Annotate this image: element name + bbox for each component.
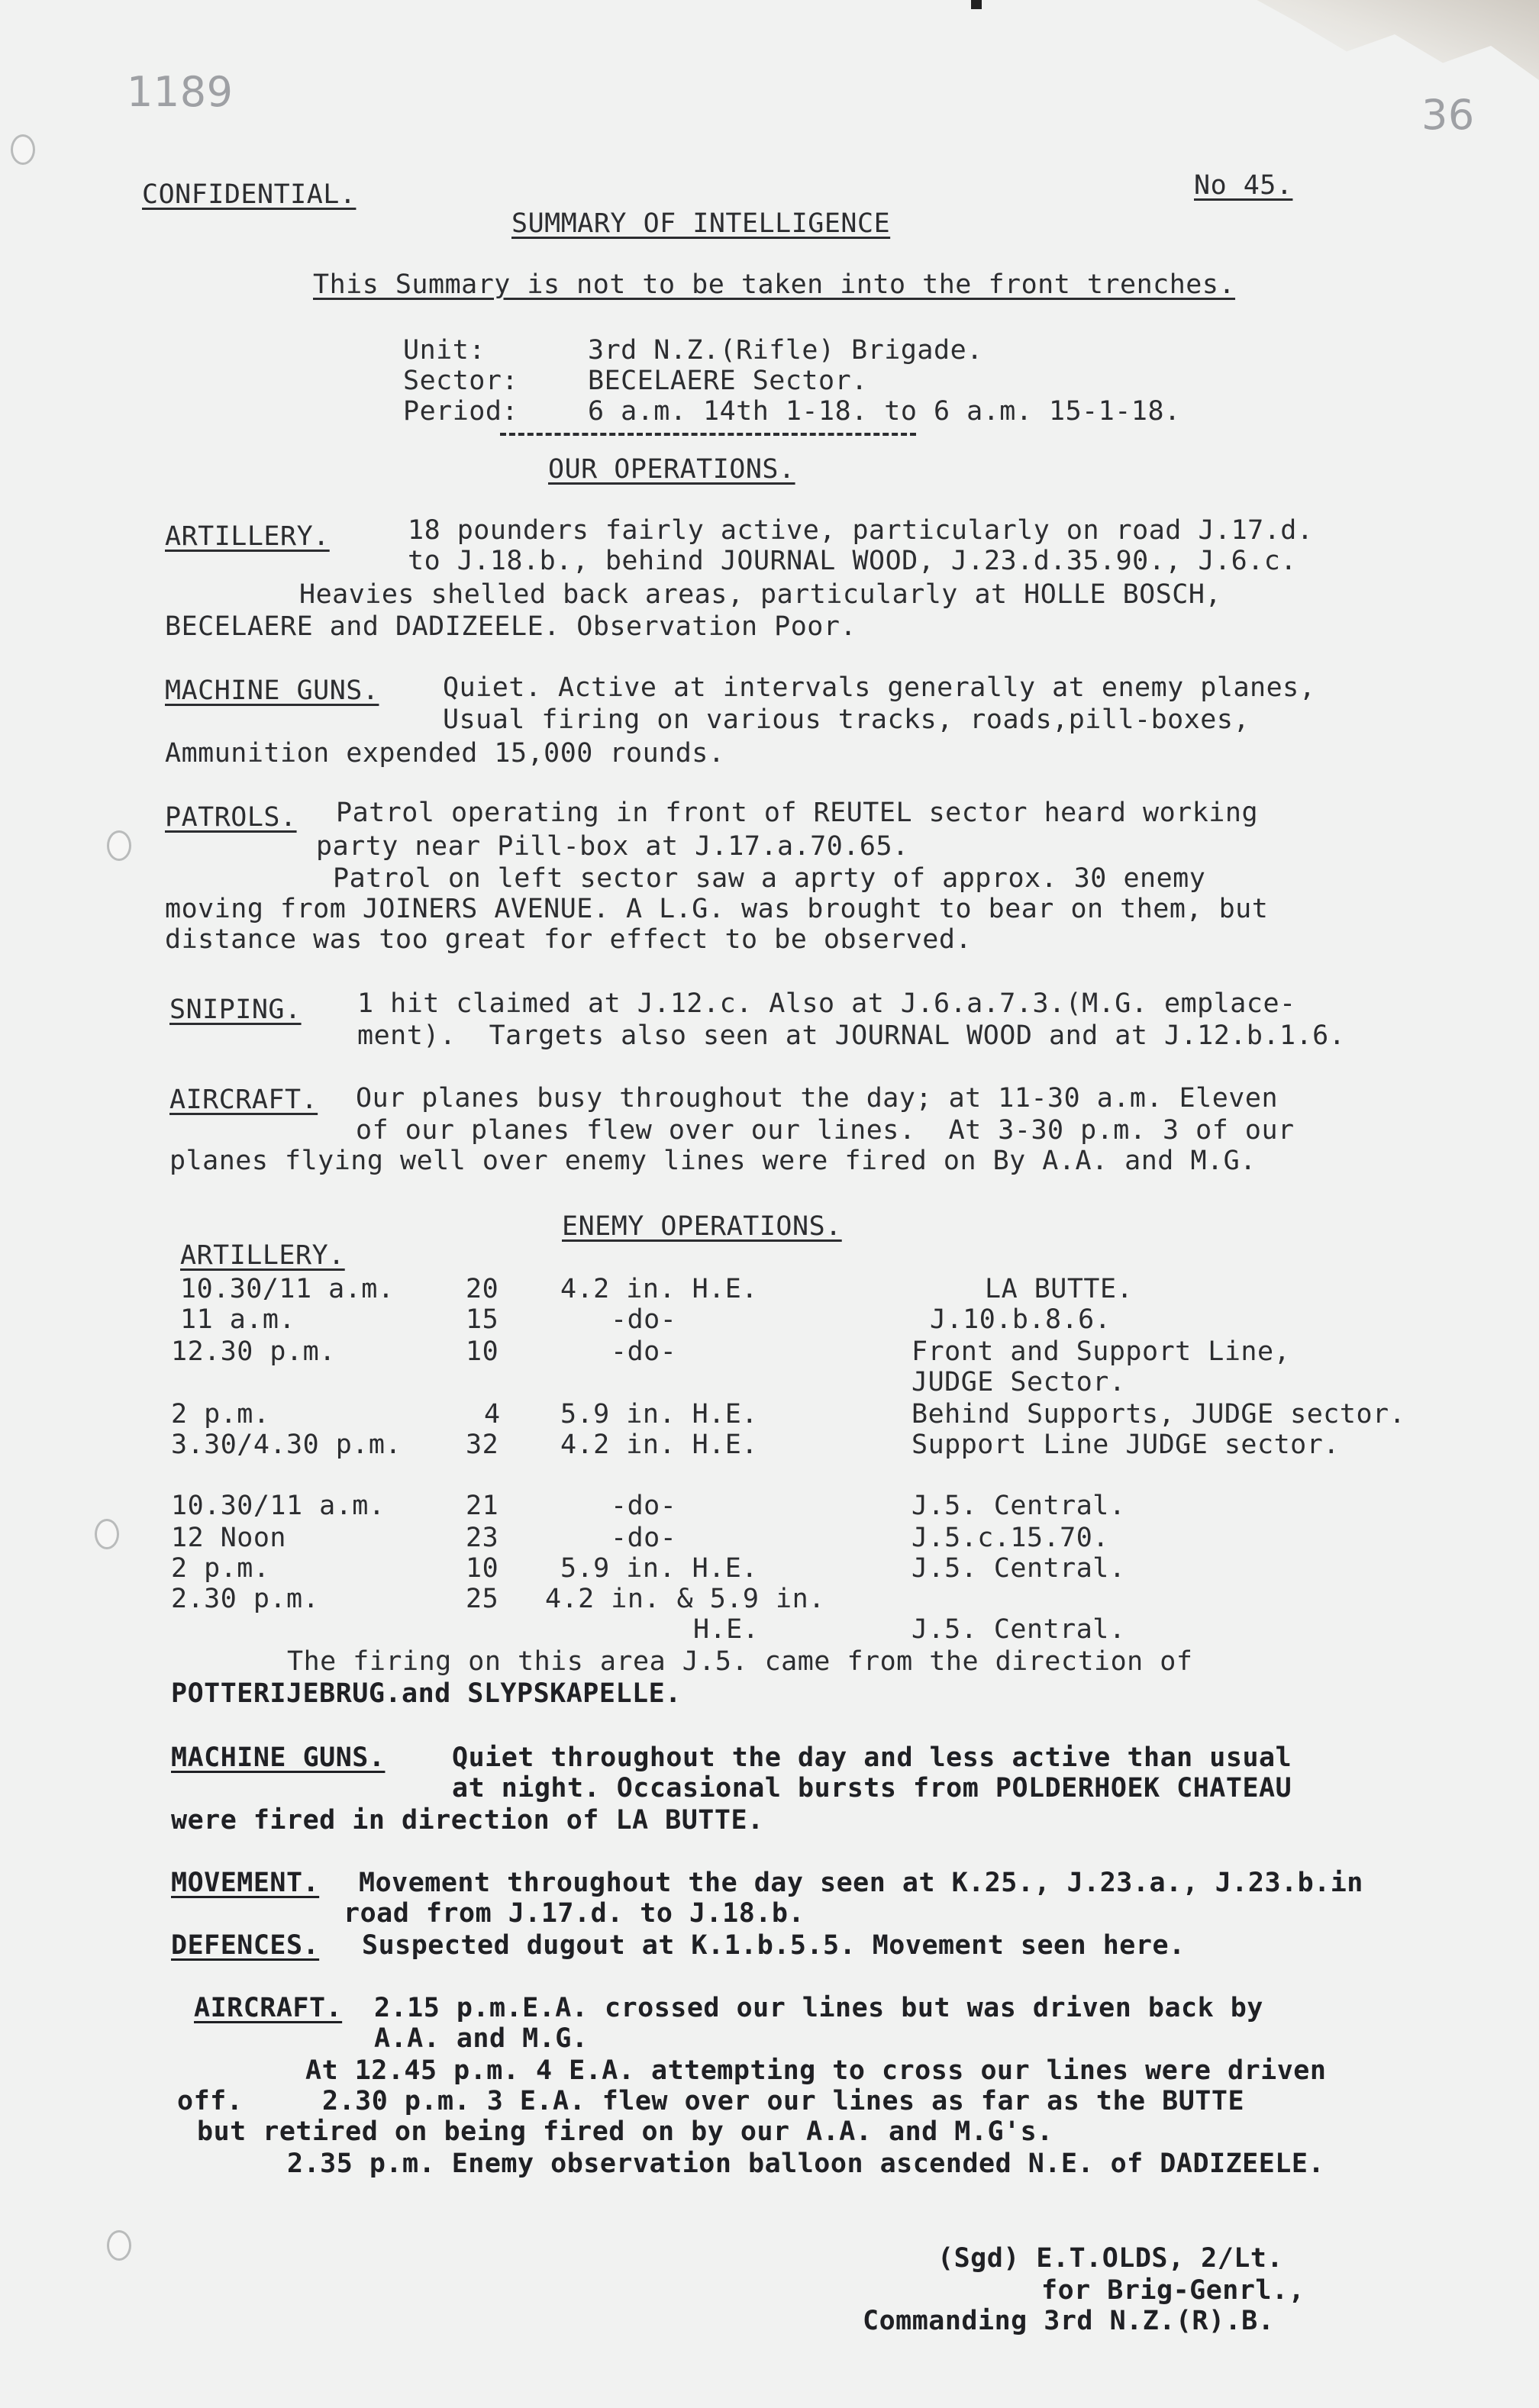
- enemy-aircraft-line: 2.30 p.m. 3 E.A. flew over our lines as far as the BUTTE: [322, 2086, 1245, 2116]
- shelling-target: Front and Support Line,: [911, 1336, 1291, 1367]
- shelling-calibre: 4.2 in. & 5.9 in.: [545, 1584, 825, 1614]
- enemy-aircraft-line: At 12.45 p.m. 4 E.A. attempting to cross our lines were driven: [305, 2055, 1327, 2086]
- shelling-calibre: 5.9 in. H.E.: [560, 1553, 758, 1584]
- our-machine-guns-label: MACHINE GUNS.: [165, 675, 379, 706]
- patrols-label: PATROLS.: [165, 802, 297, 833]
- shelling-time: 10.30/11 a.m.: [180, 1274, 395, 1304]
- sniping-label: SNIPING.: [169, 994, 302, 1025]
- shelling-target: Behind Supports, JUDGE sector.: [911, 1399, 1406, 1430]
- our-machine-guns-line: Usual firing on various tracks, roads,pill-boxes,: [443, 704, 1250, 735]
- defences-text: Suspected dugout at K.1.b.5.5. Movement seen here.: [362, 1930, 1186, 1961]
- enemy-aircraft-line: 2.35 p.m. Enemy observation balloon ascended N.E. of DADIZEELE.: [287, 2149, 1325, 2179]
- patrols-line: party near Pill-box at J.17.a.70.65.: [316, 831, 909, 862]
- patrols-line: moving from JOINERS AVENUE. A L.G. was brought to bear on them, but: [165, 894, 1269, 924]
- distribution-notice: This Summary is not to be taken into the front trenches.: [313, 269, 1236, 300]
- shelling-time: 10.30/11 a.m.: [171, 1491, 386, 1521]
- enemy-aircraft-label: AIRCRAFT.: [194, 1993, 343, 2023]
- punch-hole: [107, 830, 131, 861]
- shelling-calibre-cont: H.E.: [693, 1614, 760, 1645]
- shelling-rounds: 25: [466, 1584, 499, 1614]
- patrols-line: Patrol on left sector saw a aprty of approx. 30 enemy: [333, 863, 1206, 894]
- shelling-target: J.5.c.15.70.: [911, 1523, 1109, 1553]
- divider-dashes: [500, 433, 916, 436]
- shelling-calibre: -do-: [611, 1304, 677, 1335]
- shelling-rounds: 15: [466, 1304, 499, 1335]
- shelling-time: 2 p.m.: [171, 1553, 270, 1584]
- shelling-time: 12.30 p.m.: [171, 1336, 336, 1367]
- punch-hole: [11, 134, 35, 165]
- sector-value: BECELAERE Sector.: [588, 366, 868, 396]
- our-aircraft-line: of our planes flew over our lines. At 3-30 p.m. 3 of our: [356, 1115, 1295, 1146]
- report-number: No 45.: [1194, 170, 1293, 201]
- our-artillery-line: Heavies shelled back areas, particularly at HOLLE BOSCH,: [299, 579, 1222, 610]
- enemy-operations-heading: ENEMY OPERATIONS.: [562, 1211, 842, 1242]
- period-value: 6 a.m. 14th 1-18. to 6 a.m. 15-1-18.: [588, 396, 1181, 427]
- shelling-rounds: 21: [466, 1491, 499, 1521]
- defences-label: DEFENCES.: [171, 1930, 320, 1961]
- shelling-calibre: 4.2 in. H.E.: [560, 1430, 758, 1460]
- enemy-artillery-label: ARTILLERY.: [180, 1240, 345, 1271]
- our-aircraft-line: planes flying well over enemy lines were fired on By A.A. and M.G.: [169, 1146, 1257, 1176]
- enemy-machine-guns-line: at night. Occasional bursts from POLDERHOEK CHATEAU: [452, 1773, 1292, 1804]
- our-aircraft-line: Our planes busy throughout the day; at 11-30 a.m. Eleven: [356, 1083, 1279, 1114]
- shelling-target: LA BUTTE.: [985, 1274, 1134, 1304]
- shelling-rounds: 32: [466, 1430, 499, 1460]
- enemy-machine-guns-label: MACHINE GUNS.: [171, 1742, 386, 1773]
- sector-label: Sector:: [403, 366, 519, 396]
- movement-line: Movement throughout the day seen at K.25., J.23.a., J.23.b.in: [359, 1868, 1363, 1898]
- shelling-calibre: -do-: [611, 1336, 677, 1367]
- shelling-target: J.10.b.8.6.: [930, 1304, 1112, 1335]
- enemy-aircraft-line: 2.15 p.m.E.A. crossed our lines but was driven back by: [374, 1993, 1263, 2023]
- pencil-folio-number: 1189: [127, 68, 234, 116]
- shelling-target: J.5. Central.: [911, 1491, 1126, 1521]
- shelling-target: J.5. Central.: [911, 1553, 1126, 1584]
- our-artillery-line: BECELAERE and DADIZEELE. Observation Poor.: [165, 611, 857, 642]
- our-artillery-label: ARTILLERY.: [165, 521, 330, 552]
- shelling-rounds: 10: [466, 1336, 499, 1367]
- our-artillery-line: 18 pounders fairly active, particularly on road J.17.d.: [408, 515, 1314, 546]
- enemy-aircraft-line: A.A. and M.G.: [374, 2023, 589, 2054]
- punch-hole: [107, 2230, 131, 2261]
- firing-note: POTTERIJEBRUG.and SLYPSKAPELLE.: [171, 1678, 682, 1709]
- our-artillery-line: to J.18.b., behind JOURNAL WOOD, J.23.d.35.90., J.6.c.: [408, 546, 1297, 576]
- shelling-rounds: 4: [484, 1399, 501, 1430]
- torn-corner: [1218, 0, 1539, 114]
- patrols-line: Patrol operating in front of REUTEL sector heard working: [336, 798, 1259, 828]
- classification: CONFIDENTIAL.: [142, 179, 357, 210]
- enemy-aircraft-line: but retired on being fired on by our A.A. and M.G's.: [197, 2116, 1053, 2147]
- staple-mark: [971, 0, 982, 9]
- enemy-machine-guns-line: Quiet throughout the day and less active than usual: [452, 1742, 1292, 1773]
- our-machine-guns-line: Ammunition expended 15,000 rounds.: [165, 738, 725, 769]
- shelling-time: 12 Noon: [171, 1523, 287, 1553]
- shelling-calibre: -do-: [611, 1491, 677, 1521]
- enemy-aircraft-line: off.: [177, 2086, 244, 2116]
- movement-line: road from J.17.d. to J.18.b.: [344, 1898, 805, 1929]
- our-aircraft-label: AIRCRAFT.: [169, 1085, 318, 1115]
- shelling-time: 11 a.m.: [180, 1304, 296, 1335]
- shelling-calibre: 4.2 in. H.E.: [560, 1274, 758, 1304]
- unit-value: 3rd N.Z.(Rifle) Brigade.: [588, 335, 983, 366]
- shelling-rounds: 23: [466, 1523, 499, 1553]
- punch-hole: [95, 1519, 119, 1549]
- our-operations-heading: OUR OPERATIONS.: [548, 454, 795, 485]
- shelling-rounds: 20: [466, 1274, 499, 1304]
- shelling-target: Support Line JUDGE sector.: [911, 1430, 1340, 1460]
- signature-capacity: for Brig-Genrl.,: [1041, 2275, 1305, 2306]
- shelling-time: 2.30 p.m.: [171, 1584, 320, 1614]
- shelling-time: 3.30/4.30 p.m.: [171, 1430, 402, 1460]
- movement-label: MOVEMENT.: [171, 1868, 320, 1898]
- enemy-machine-guns-line: were fired in direction of LA BUTTE.: [171, 1805, 764, 1836]
- document-title: SUMMARY OF INTELLIGENCE: [511, 208, 891, 239]
- signature-name: (Sgd) E.T.OLDS, 2/Lt.: [937, 2243, 1284, 2274]
- our-machine-guns-line: Quiet. Active at intervals generally at enemy planes,: [443, 672, 1316, 703]
- patrols-line: distance was too great for effect to be observed.: [165, 924, 973, 955]
- firing-note: The firing on this area J.5. came from the direction of: [287, 1646, 1193, 1677]
- shelling-target: J.5. Central.: [911, 1614, 1126, 1645]
- shelling-rounds: 10: [466, 1553, 499, 1584]
- shelling-time: 2 p.m.: [171, 1399, 270, 1430]
- shelling-calibre: -do-: [611, 1523, 677, 1553]
- sniping-line: ment). Targets also seen at JOURNAL WOOD and at J.12.b.1.6.: [357, 1020, 1346, 1051]
- shelling-calibre: 5.9 in. H.E.: [560, 1399, 758, 1430]
- period-label: Period:: [403, 396, 519, 427]
- signature-command: Commanding 3rd N.Z.(R).B.: [863, 2306, 1275, 2336]
- unit-label: Unit:: [403, 335, 486, 366]
- pencil-page-number: 36: [1421, 91, 1475, 139]
- shelling-target-cont: JUDGE Sector.: [911, 1367, 1126, 1397]
- sniping-line: 1 hit claimed at J.12.c. Also at J.6.a.7.3.(M.G. emplace-: [357, 988, 1296, 1019]
